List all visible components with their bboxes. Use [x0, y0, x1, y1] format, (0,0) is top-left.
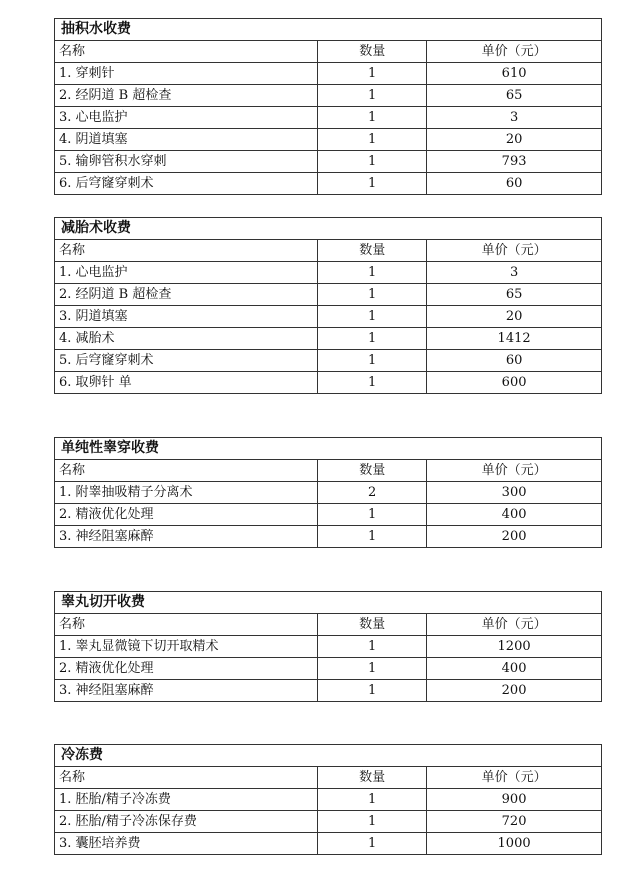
item-qty: 1: [318, 811, 427, 833]
item-price: 400: [427, 504, 602, 526]
item-name: 6. 取卵针 单: [55, 372, 318, 394]
header-price: 单价（元）: [427, 41, 602, 63]
table-row: [55, 811, 602, 833]
header-price: 单价（元）: [427, 767, 602, 789]
item-name: 1. 心电监护: [55, 262, 318, 284]
item-name: 2. 经阴道 B 超检查: [55, 284, 318, 306]
item-qty: 1: [318, 129, 427, 151]
table-row: [55, 482, 602, 504]
fee-table: [54, 217, 602, 394]
section-title: 睾丸切开收费: [55, 592, 602, 614]
item-price: 65: [427, 284, 602, 306]
item-name: 2. 精液优化处理: [55, 658, 318, 680]
item-name: 3. 囊胚培养费: [55, 833, 318, 855]
item-name: 3. 阴道填塞: [55, 306, 318, 328]
section-title: 单纯性睾穿收费: [55, 438, 602, 460]
item-qty: 1: [318, 658, 427, 680]
section-title: 冷冻费: [55, 745, 602, 767]
fee-table: [54, 591, 602, 702]
item-price: 610: [427, 63, 602, 85]
table-row: [55, 107, 602, 129]
item-price: 65: [427, 85, 602, 107]
table-row: [55, 789, 602, 811]
item-name: 4. 阴道填塞: [55, 129, 318, 151]
table-row: [55, 372, 602, 394]
item-price: 20: [427, 129, 602, 151]
fee-table: [54, 437, 602, 548]
table-row: [55, 504, 602, 526]
item-name: 4. 减胎术: [55, 328, 318, 350]
item-qty: 1: [318, 262, 427, 284]
header-name: 名称: [55, 614, 318, 636]
header-qty: 数量: [318, 41, 427, 63]
item-qty: 1: [318, 173, 427, 195]
table-row: [55, 284, 602, 306]
table-row: [55, 636, 602, 658]
table-row: [55, 63, 602, 85]
table-header-row: [55, 614, 602, 636]
item-name: 1. 睾丸显微镜下切开取精术: [55, 636, 318, 658]
table-row: [55, 151, 602, 173]
item-name: 1. 附睾抽吸精子分离术: [55, 482, 318, 504]
item-qty: 2: [318, 482, 427, 504]
item-qty: 1: [318, 328, 427, 350]
header-qty: 数量: [318, 240, 427, 262]
header-qty: 数量: [318, 614, 427, 636]
item-name: 1. 穿刺针: [55, 63, 318, 85]
item-name: 3. 神经阻塞麻醉: [55, 526, 318, 548]
item-qty: 1: [318, 372, 427, 394]
item-qty: 1: [318, 789, 427, 811]
table-header-row: [55, 240, 602, 262]
item-qty: 1: [318, 526, 427, 548]
header-qty: 数量: [318, 767, 427, 789]
item-price: 60: [427, 350, 602, 372]
fee-table-section: [54, 217, 602, 394]
item-name: 5. 输卵管积水穿刺: [55, 151, 318, 173]
table-row: [55, 833, 602, 855]
table-header-row: [55, 460, 602, 482]
item-price: 20: [427, 306, 602, 328]
header-name: 名称: [55, 41, 318, 63]
item-qty: 1: [318, 151, 427, 173]
table-row: [55, 262, 602, 284]
header-name: 名称: [55, 460, 318, 482]
item-price: 300: [427, 482, 602, 504]
item-qty: 1: [318, 833, 427, 855]
item-qty: 1: [318, 107, 427, 129]
item-qty: 1: [318, 284, 427, 306]
item-name: 3. 心电监护: [55, 107, 318, 129]
item-name: 1. 胚胎/精子冷冻费: [55, 789, 318, 811]
section-title: 减胎术收费: [55, 218, 602, 240]
table-row: [55, 173, 602, 195]
table-row: [55, 306, 602, 328]
item-qty: 1: [318, 306, 427, 328]
table-header-row: [55, 767, 602, 789]
item-price: 600: [427, 372, 602, 394]
table-header-row: [55, 41, 602, 63]
item-qty: 1: [318, 504, 427, 526]
fee-table-section: [54, 744, 602, 855]
item-qty: 1: [318, 636, 427, 658]
header-qty: 数量: [318, 460, 427, 482]
item-qty: 1: [318, 350, 427, 372]
item-price: 1200: [427, 636, 602, 658]
table-row: [55, 526, 602, 548]
item-price: 1412: [427, 328, 602, 350]
item-price: 720: [427, 811, 602, 833]
item-qty: 1: [318, 85, 427, 107]
table-row: [55, 680, 602, 702]
table-row: [55, 85, 602, 107]
fee-table-section: [54, 18, 602, 195]
table-row: [55, 658, 602, 680]
header-name: 名称: [55, 240, 318, 262]
item-price: 1000: [427, 833, 602, 855]
item-price: 200: [427, 526, 602, 548]
item-name: 2. 经阴道 B 超检查: [55, 85, 318, 107]
fee-table: [54, 18, 602, 195]
table-row: [55, 328, 602, 350]
header-price: 单价（元）: [427, 614, 602, 636]
item-name: 2. 精液优化处理: [55, 504, 318, 526]
fee-table-section: [54, 591, 602, 702]
item-price: 400: [427, 658, 602, 680]
item-name: 6. 后穹窿穿刺术: [55, 173, 318, 195]
table-row: [55, 350, 602, 372]
item-price: 793: [427, 151, 602, 173]
item-qty: 1: [318, 680, 427, 702]
fee-table: [54, 744, 602, 855]
item-price: 200: [427, 680, 602, 702]
header-name: 名称: [55, 767, 318, 789]
fee-table-section: [54, 437, 602, 548]
item-price: 900: [427, 789, 602, 811]
section-title: 抽积水收费: [55, 19, 602, 41]
item-name: 3. 神经阻塞麻醉: [55, 680, 318, 702]
item-price: 60: [427, 173, 602, 195]
item-name: 2. 胚胎/精子冷冻保存费: [55, 811, 318, 833]
item-name: 5. 后穹窿穿刺术: [55, 350, 318, 372]
item-price: 3: [427, 107, 602, 129]
item-price: 3: [427, 262, 602, 284]
item-qty: 1: [318, 63, 427, 85]
table-row: [55, 129, 602, 151]
header-price: 单价（元）: [427, 240, 602, 262]
header-price: 单价（元）: [427, 460, 602, 482]
